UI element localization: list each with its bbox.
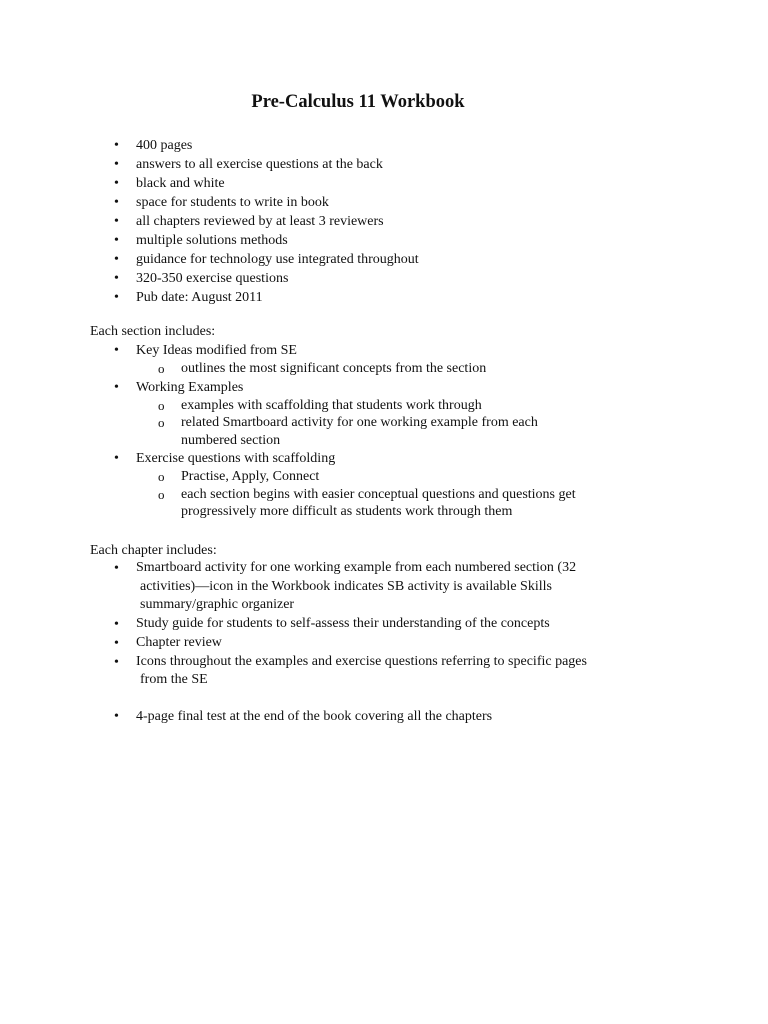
list-item: • 4-page final test at the end of the book covering all the chapters — [114, 709, 493, 724]
final-list — [0, 707, 768, 726]
section-heading: Each section includes: — [90, 324, 216, 339]
list-item: • Chapter review — [114, 634, 222, 651]
bullet-icon: • — [114, 561, 119, 576]
bullet-icon: • — [114, 233, 119, 248]
page-title: Pre-Calculus 11 Workbook — [251, 92, 465, 112]
bullet-icon: • — [114, 252, 119, 267]
list-item: • guidance for technology use integrated throughout — [114, 252, 419, 267]
list-item: • answers to all exercise questions at the back — [114, 157, 383, 172]
list-item: • Pub date: August 2011 — [114, 290, 263, 305]
sub-list-item: o Practise, Apply, Connect — [158, 469, 320, 484]
list-item: • Working Examples — [114, 379, 244, 395]
list-item: • black and white — [114, 176, 225, 191]
list-item: • multiple solutions methods — [114, 233, 288, 248]
list-item: • all chapters reviewed by at least 3 reviewers — [114, 214, 384, 229]
sub-bullet-icon: o — [158, 397, 165, 413]
list-item: • Icons throughout the examples and exercise questions referring to specific pages from the SE — [114, 653, 587, 687]
bullet-icon: • — [114, 635, 119, 651]
sub-bullet-icon: o — [158, 486, 165, 502]
bullet-icon: • — [114, 271, 119, 286]
sub-list-item: o examples with scaffolding that students work through — [158, 397, 482, 413]
sub-list-item: o outlines the most significant concepts from the section — [158, 361, 487, 376]
list-item: • space for students to write in book — [114, 195, 329, 210]
feature-list — [0, 136, 768, 307]
sub-list-item: o each section begins with easier conceptual questions and questions get progressively more difficult as students work through them — [158, 486, 576, 519]
sub-bullet-icon: o — [158, 469, 165, 484]
bullet-icon: • — [114, 176, 119, 191]
bullet-icon: • — [114, 451, 119, 466]
list-item: • 400 pages — [114, 138, 193, 153]
chapter-heading: Each chapter includes: — [90, 543, 217, 558]
section-list — [0, 341, 768, 521]
bullet-icon: • — [114, 343, 119, 358]
bullet-icon: • — [114, 379, 119, 395]
list-item: • Study guide for students to self-assess their understanding of the concepts — [114, 615, 550, 632]
sub-list-item: o related Smartboard activity for one working example from each numbered section — [158, 415, 538, 448]
bullet-icon: • — [114, 195, 119, 210]
sub-bullet-icon: o — [158, 415, 165, 430]
chapter-list — [0, 559, 768, 690]
bullet-icon: • — [114, 157, 119, 172]
list-item: • Key Ideas modified from SE — [114, 343, 297, 358]
sub-bullet-icon: o — [158, 361, 165, 376]
list-item: • Smartboard activity for one working example from each numbered section (32 activities)—icon in the Workbook indicates SB activity is available Skills summary/graphic organizer — [114, 560, 577, 612]
bullet-icon: • — [114, 138, 119, 153]
list-item: • 320-350 exercise questions — [114, 271, 289, 286]
bullet-icon: • — [114, 616, 119, 632]
bullet-icon: • — [114, 654, 119, 670]
bullet-icon: • — [114, 214, 119, 229]
bullet-icon: • — [114, 709, 119, 724]
list-item: • Exercise questions with scaffolding — [114, 451, 336, 466]
bullet-icon: • — [114, 290, 119, 305]
